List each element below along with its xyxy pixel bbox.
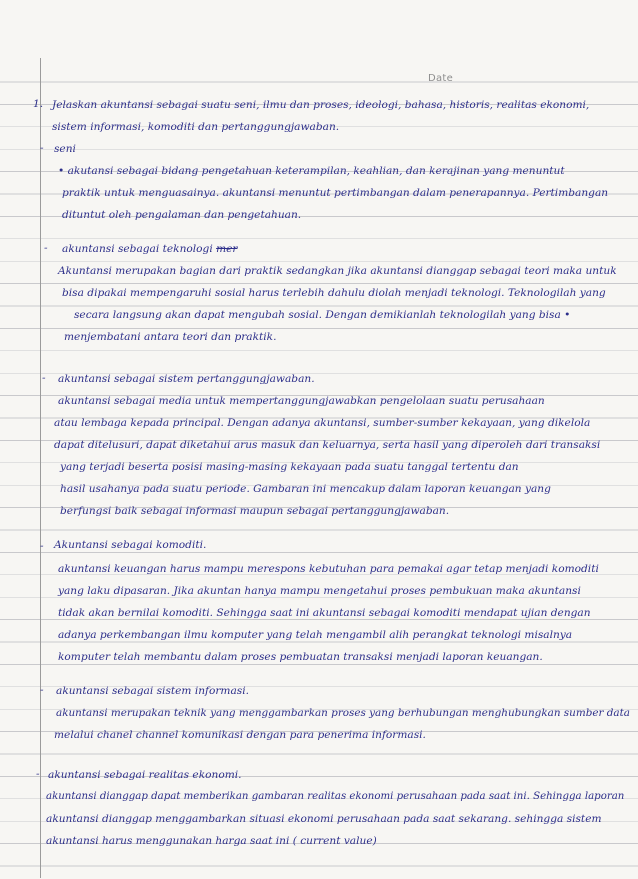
section-heading: akuntansi sebagai realitas ekonomi. [48,769,242,781]
section-line: akuntansi dianggap menggambarkan situasi ekonomi perusahaan pada saat sekarang. sehingga sistem [46,813,602,825]
section-marker: - [36,768,40,780]
section-line: komputer telah membantu dalam proses pembuatan transaksi menjadi laporan keuangan. [58,651,543,663]
section-line: yang terjadi beserta posisi masing-masing kekayaan pada suatu tanggal tertentu dan [60,461,519,473]
date-label: Date [428,73,454,84]
section-line: hasil usahanya pada suatu periode. Gambaran ini mencakup dalam laporan keuangan yang [60,483,551,495]
intro-line: sistem informasi, komoditi dan pertanggungjawaban. [52,121,340,133]
section-line: • akutansi sebagai bidang pengetahuan keterampilan, keahlian, dan kerajinan yang menuntut [58,165,565,177]
section-marker: - [40,540,44,552]
section-line: melalui chanel channel komunikasi dengan para penerima informasi. [54,729,426,741]
section-line: dapat ditelusuri, dapat diketahui arus masuk dan keluarnya, serta hasil yang diperoleh dari transaksi [54,439,601,451]
section-line: praktik untuk menguasainya. akuntansi menuntut pertimbangan dalam penerapannya. Pertimbangan [62,187,609,199]
section-line: secara langsung akan dapat mengubah sosial. Dengan demikianlah teknologilah yang bisa • [74,309,571,321]
section-heading: akuntansi sebagai sistem pertanggungjawaban. [58,373,315,385]
intro-line: Jelaskan akuntansi sebagai suatu seni, ilmu dan proses, ideologi, bahasa, historis, realitas ekonomi, [52,99,590,111]
section-line: atau lembaga kepada principal. Dengan adanya akuntansi, sumber-sumber kekayaan, yang dikelola [54,417,591,429]
section-marker: - [44,242,48,254]
section-line: berfungsi baik sebagai informasi maupun sebagai pertanggungjawaban. [60,505,450,517]
section-line: akuntansi keuangan harus mampu merespons kebutuhan para pemakai agar tetap menjadi komoditi [58,563,599,575]
section-heading [62,242,237,256]
section-line: tidak akan bernilai komoditi. Sehingga saat ini akuntansi sebagai komoditi mendapat ujian dengan [58,607,591,619]
section-heading: seni [54,143,76,155]
section-line: adanya perkembangan ilmu komputer yang telah mengambil alih perangkat teknologi misalnya [58,629,573,641]
section-line: akuntansi harus menggunakan harga saat ini ( current value) [46,835,377,847]
section-line: akuntansi sebagai media untuk mempertanggungjawabkan pengelolaan suatu perusahaan [58,395,545,407]
section-line: Akuntansi merupakan bagian dari praktik sedangkan jika akuntansi dianggap sebagai teori maka untuk [58,265,617,277]
section-marker: - [40,142,44,154]
section-line: yang laku dipasaran. Jika akuntan hanya mampu mengetahui proses pembukuan maka akuntansi [58,585,581,597]
crossed-out-text: mer [216,243,238,255]
section-line: bisa dipakai mempengaruhi sosial harus terlebih dahulu diolah menjadi teknologi. Teknologilah yang [62,287,606,299]
section-marker: - [40,684,44,696]
section-heading: Akuntansi sebagai komoditi. [54,539,207,551]
section-line: menjembatani antara teori dan praktik. [64,331,277,343]
section-line: akuntansi dianggap dapat memberikan gambaran realitas ekonomi perusahaan pada saat ini. Sehingga laporan [46,791,625,802]
section-marker: - [42,372,46,384]
section-heading-text: akuntansi sebagai teknologi [62,243,213,255]
section-line: dituntut oleh pengalaman dan pengetahuan. [62,209,302,221]
margin-rule [40,58,41,878]
section-line: akuntansi merupakan teknik yang menggambarkan proses yang berhubungan menghubungkan sumber data [56,707,630,719]
question-number: 1. [33,98,44,110]
section-heading: akuntansi sebagai sistem informasi. [56,685,249,697]
